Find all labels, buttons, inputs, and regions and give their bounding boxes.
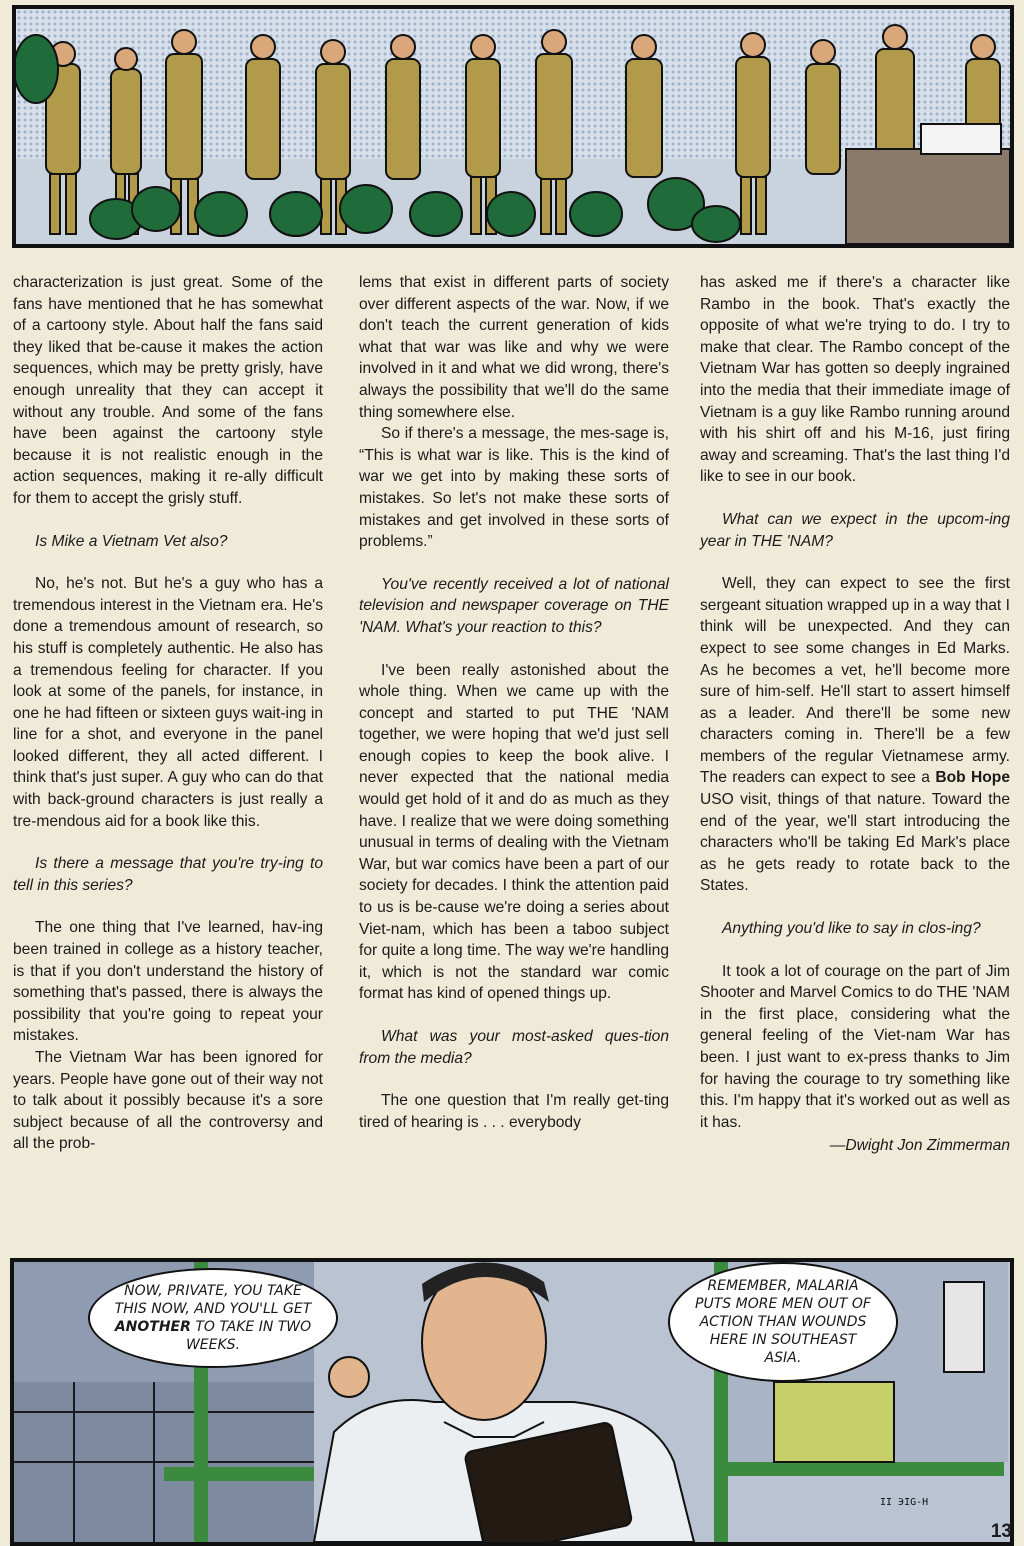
interview-question: What was your most-asked ques-tion from the media? (359, 1028, 669, 1067)
speech-text-part: NOW, PRIVATE, YOU TAKE THIS NOW, AND YOU'LL GET (114, 1283, 312, 1317)
clipboard-label: II ЭIG-H (880, 1497, 929, 1508)
interview-question: Is there a message that you're try-ing to tell in this series? (13, 855, 323, 894)
article-paragraph: The one thing that I've learned, hav-ing been trained in college as a history teacher, is that if you don't understand the history of something that's passed, there is always the possibility that you're going to repeat your mistakes. (13, 919, 323, 1045)
speech-text-part: TO TAKE IN TWO WEEKS. (185, 1319, 312, 1353)
interview-question: You've recently received a lot of national television and newspaper coverage on THE 'NAM. What's your reaction to this? (359, 575, 669, 636)
article-paragraph: lems that exist in different parts of society over different aspects of the war. Now, if we don't teach the current generation of kids what that war was like and why we were involved in it and what we did wrong, there's always the possibility that we'll do the same thing somewhere else. (359, 274, 669, 421)
article-column-3 (700, 272, 1010, 1157)
article-column-1 (13, 272, 323, 1155)
interview-question: Anything you'd like to say in clos-ing? (722, 920, 981, 938)
paragraph-text: USO visit, things of that nature. Toward the end of the year, we'll start introducing the characters who'll be taking Ed Mark's place as he gets ready to rotate back to the States. (700, 791, 1010, 895)
author-signature: —Dwight Jon Zimmerman (829, 1137, 1010, 1155)
soldiers-illustration (16, 9, 1010, 244)
article-paragraph: It took a lot of courage on the part of Jim Shooter and Marvel Comics to do THE 'NAM in the first place, considering what the general feeling of the Viet-nam War has been. I just want to ex-press thanks to Jim for having the courage to try something like this. I'm happy that it's worked out as well as it has. (700, 962, 1010, 1131)
speech-balloon-left (88, 1268, 338, 1368)
speech-text: REMEMBER, MALARIA PUTS MORE MEN OUT OF ACTION THAN WOUNDS HERE IN SOUTHEAST ASIA. (695, 1278, 871, 1366)
bold-name: Bob Hope (935, 769, 1010, 787)
interview-question: What can we expect in the upcom-ing year in THE 'NAM? (700, 510, 1010, 550)
top-comic-panel (12, 5, 1014, 248)
article-paragraph: I've been really astonished about the whole thing. When we came up with the concept and started to put THE 'NAM together, we were hoping that we'd just sell enough copies to keep the book alive. I never expected that the national media would get hold of it and do as much as they have. I realize that we were doing something unusual in terms of dealing with the Vietnam War, but war comics have been a part of our society for decades. I think the attention paid to us is be-cause we're doing a series about Viet-nam, which has been a taboo subject for quite a long time. The way we're handling it, which is not the standard war comic format has kind of opened things up. (359, 661, 669, 1003)
article-paragraph: So if there's a message, the mes-sage is, “This is what war is like. This is the kind of war we get into by making these sorts of mistakes. So let's not make these sorts of mistakes and get involved in these sorts of problems.” (359, 425, 669, 551)
paragraph-text: Well, they can expect to see the first sergeant situation wrapped up in a way that I think will be unexpected. And they can expect to see some changes in Ed Marks. As he becomes a vet, he'll become more sure of him-self. He'll start to assert himself as a leader. And there'll be some new characters coming in. There'll be a few members of the regular Vietnamese army. The readers can expect to see a (700, 575, 1010, 787)
speech-emphasis: ANOTHER (114, 1319, 191, 1335)
article-paragraph: has asked me if there's a character like Rambo in the book. That's exactly the opposite of what we're trying to do. I try to make that clear. The Rambo concept of the Vietnam War has gotten so deeply ingrained into the media that their immediate image of Vietnam is a guy like Rambo running around with his shirt off and his M-16, just firing away and screaming. That's the last thing I'd like to see in our book. (700, 274, 1010, 486)
interview-question: Is Mike a Vietnam Vet also? (35, 532, 228, 550)
article-paragraph: The Vietnam War has been ignored for years. People have gone out of their way not to talk about it possibly because it's a sore subject because of all the controversy and all the prob- (13, 1049, 323, 1153)
article-paragraph: characterization is just great. Some of the fans have mentioned that he has somewhat of a cartoony style. About half the fans said they liked that be-cause it makes the action sequences, which may be pretty grisly, have enough unreality that they can accept it without any trouble. And some of the fans have been against the cartoony style because it is not realistic enough in the action sequences, making it re-ally difficult for them to accept the grisly stuff. (13, 274, 323, 507)
speech-text (112, 1282, 314, 1354)
article-paragraph: The one question that I'm really get-ting tired of hearing is . . . everybody (359, 1092, 669, 1131)
speech-balloon-right (668, 1262, 898, 1382)
article-paragraph (700, 573, 1010, 897)
page-number: 13 (990, 1521, 1012, 1542)
article-paragraph: No, he's not. But he's a guy who has a tremendous interest in the Vietnam era. He's done a tremendous amount of research, so his stuff is completely authentic. He also has a tremendous feeling for character. If you look at some of the panels, for instance, in one he had fifteen or sixteen guys wait-ing in line for a shot, and everyone in the panel looked different, they all acted different. I think that's just super. A guy who can do that with back-ground characters is just really a tre-mendous aid for a book like this. (13, 575, 323, 830)
article-column-2 (359, 272, 669, 1133)
